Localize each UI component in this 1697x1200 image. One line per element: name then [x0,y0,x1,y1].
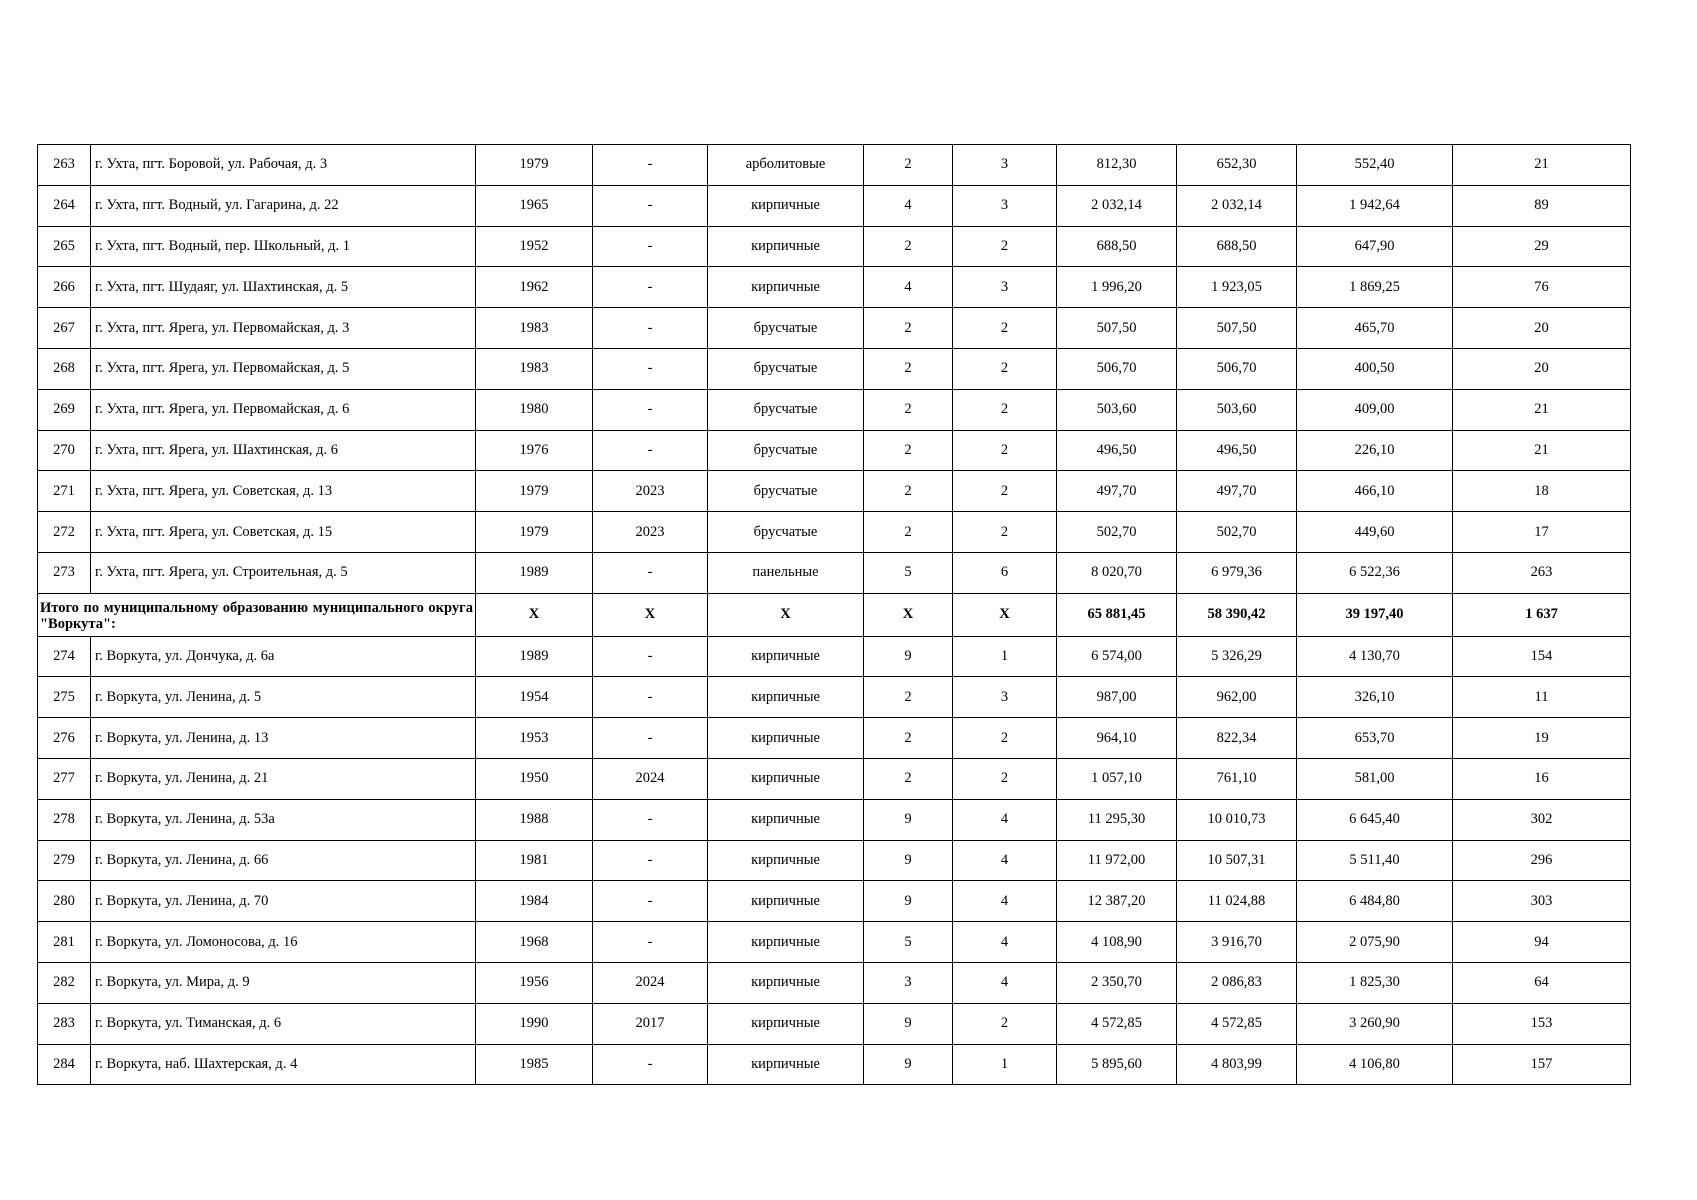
private-area-cell: 400,50 [1297,348,1453,389]
address-cell: г. Ухта, пгт. Ярега, ул. Советская, д. 15 [91,512,476,553]
year-built-cell: 1979 [476,471,593,512]
year-repair-cell: - [593,389,708,430]
private-area-cell: 1 869,25 [1297,267,1453,308]
year-repair-cell: - [593,348,708,389]
year-built-cell: 1979 [476,512,593,553]
floors-cell: 5 [864,922,953,963]
living-area-cell: 2 086,83 [1177,962,1297,1003]
residents-cell: 302 [1453,799,1631,840]
total-area-cell: 503,60 [1057,389,1177,430]
living-area-cell: 503,60 [1177,389,1297,430]
total-area-cell: 1 057,10 [1057,758,1177,799]
total-area-cell: 506,70 [1057,348,1177,389]
private-area-cell: 3 260,90 [1297,1003,1453,1044]
residents-cell: 29 [1453,226,1631,267]
wall-material-cell: панельные [708,552,864,593]
row-number-cell: 271 [38,471,91,512]
address-cell: г. Воркута, ул. Мира, д. 9 [91,962,476,1003]
entrances-cell: 2 [953,512,1057,553]
total-area-cell: 11 972,00 [1057,840,1177,881]
living-area-cell: 1 923,05 [1177,267,1297,308]
table-row [38,922,1631,963]
table-row [38,1003,1631,1044]
floors-cell: 9 [864,881,953,922]
entrances-cell: 2 [953,758,1057,799]
entrances-cell: 2 [953,1003,1057,1044]
wall-material-cell: брусчатые [708,430,864,471]
year-repair-cell: - [593,185,708,226]
year-repair-cell: 2023 [593,512,708,553]
wall-material-cell: кирпичные [708,881,864,922]
wall-material-cell: кирпичные [708,758,864,799]
floors-cell: 2 [864,348,953,389]
address-cell: г. Воркута, ул. Ленина, д. 21 [91,758,476,799]
total-area-cell: 4 572,85 [1057,1003,1177,1044]
wall-material-cell: кирпичные [708,1003,864,1044]
private-area-cell: 653,70 [1297,718,1453,759]
residents-cell: 20 [1453,308,1631,349]
year-repair-cell: 2017 [593,1003,708,1044]
private-area-cell: 226,10 [1297,430,1453,471]
wall-material-cell: кирпичные [708,677,864,718]
total-area-cell: 1 996,20 [1057,267,1177,308]
row-number-cell: 273 [38,552,91,593]
residents-cell: 17 [1453,512,1631,553]
residents-cell: 21 [1453,389,1631,430]
row-number-cell: 283 [38,1003,91,1044]
floors-cell: 2 [864,389,953,430]
table-row [38,636,1631,677]
year-built-cell: 1989 [476,636,593,677]
living-area-cell: 11 024,88 [1177,881,1297,922]
year-repair-cell: - [593,922,708,963]
entrances-cell: 4 [953,799,1057,840]
entrances-cell: 3 [953,677,1057,718]
private-area-cell: 1 825,30 [1297,962,1453,1003]
year-built-cell: 1950 [476,758,593,799]
total-row [38,593,1631,636]
wall-material-cell: брусчатые [708,308,864,349]
table-row [38,552,1631,593]
entrances-cell: 1 [953,1044,1057,1085]
total-area-cell: 12 387,20 [1057,881,1177,922]
address-cell: г. Ухта, пгт. Ярега, ул. Первомайская, д. 6 [91,389,476,430]
entrances-cell: 2 [953,471,1057,512]
address-cell: г. Ухта, пгт. Ярега, ул. Советская, д. 13 [91,471,476,512]
row-number-cell: 276 [38,718,91,759]
row-number-cell: 279 [38,840,91,881]
wall-material-cell: брусчатые [708,348,864,389]
year-repair-cell: - [593,430,708,471]
table-row [38,226,1631,267]
entrances-cell: 1 [953,636,1057,677]
address-cell: г. Ухта, пгт. Ярега, ул. Первомайская, д. 5 [91,348,476,389]
private-area-cell: 2 075,90 [1297,922,1453,963]
residents-cell: 64 [1453,962,1631,1003]
floors-cell: 4 [864,185,953,226]
row-number-cell: 281 [38,922,91,963]
residents-cell: 263 [1453,552,1631,593]
year-built-cell: 1988 [476,799,593,840]
year-repair-cell: - [593,636,708,677]
private-area-cell: 6 522,36 [1297,552,1453,593]
entrances-cell: 2 [953,348,1057,389]
private-area-cell: 4 130,70 [1297,636,1453,677]
floors-cell: 2 [864,226,953,267]
residents-cell: 296 [1453,840,1631,881]
entrances-cell: 4 [953,881,1057,922]
table-row [38,881,1631,922]
row-number-cell: 268 [38,348,91,389]
row-number-cell: 277 [38,758,91,799]
residents-cell: 18 [1453,471,1631,512]
total-area-cell: 2 350,70 [1057,962,1177,1003]
total-area-cell: 987,00 [1057,677,1177,718]
year-built-cell: 1952 [476,226,593,267]
row-number-cell: 269 [38,389,91,430]
living-area-cell: 822,34 [1177,718,1297,759]
total-area-cell: 502,70 [1057,512,1177,553]
total-area-cell: 11 295,30 [1057,799,1177,840]
year-built-cell: 1983 [476,348,593,389]
residents-cell: 303 [1453,881,1631,922]
living-area-cell: 2 032,14 [1177,185,1297,226]
year-repair-cell: - [593,267,708,308]
residents-cell: 16 [1453,758,1631,799]
year-built-cell: 1965 [476,185,593,226]
table-row [38,389,1631,430]
residents-cell: 21 [1453,430,1631,471]
living-area-cell: 497,70 [1177,471,1297,512]
year-repair-cell: - [593,799,708,840]
living-area-cell: 652,30 [1177,145,1297,186]
residents-cell: 1 637 [1453,593,1631,636]
wall-material-cell: брусчатые [708,471,864,512]
residents-cell: 19 [1453,718,1631,759]
total-label: Итого по муниципальному образованию муниципального округа "Воркута": [38,593,476,636]
table-row [38,758,1631,799]
wall-material-cell: кирпичные [708,840,864,881]
row-number-cell: 267 [38,308,91,349]
private-area-cell: 4 106,80 [1297,1044,1453,1085]
entrances-cell: 3 [953,185,1057,226]
address-cell: г. Воркута, ул. Ленина, д. 70 [91,881,476,922]
wall-material-cell: кирпичные [708,922,864,963]
row-number-cell: 263 [38,145,91,186]
year-built-cell: 1981 [476,840,593,881]
table-row [38,471,1631,512]
living-area-cell: 761,10 [1177,758,1297,799]
residents-cell: 20 [1453,348,1631,389]
entrances-cell: 2 [953,718,1057,759]
year-built-cell: 1984 [476,881,593,922]
year-repair-cell: - [593,1044,708,1085]
year-built-cell: 1956 [476,962,593,1003]
year-repair-cell: - [593,145,708,186]
entrances-cell: 4 [953,840,1057,881]
address-cell: г. Воркута, наб. Шахтерская, д. 4 [91,1044,476,1085]
wall-material-cell: брусчатые [708,389,864,430]
private-area-cell: 409,00 [1297,389,1453,430]
table-row [38,677,1631,718]
living-area-cell: 10 507,31 [1177,840,1297,881]
total-area-cell: 497,70 [1057,471,1177,512]
floors-cell: X [864,593,953,636]
row-number-cell: 264 [38,185,91,226]
private-area-cell: 1 942,64 [1297,185,1453,226]
private-area-cell: 326,10 [1297,677,1453,718]
row-number-cell: 275 [38,677,91,718]
private-area-cell: 581,00 [1297,758,1453,799]
wall-material-cell: брусчатые [708,512,864,553]
table-row [38,799,1631,840]
wall-material-cell: кирпичные [708,636,864,677]
address-cell: г. Ухта, пгт. Водный, пер. Школьный, д. 1 [91,226,476,267]
residents-cell: 154 [1453,636,1631,677]
year-repair-cell: - [593,881,708,922]
row-number-cell: 266 [38,267,91,308]
table-row [38,430,1631,471]
address-cell: г. Воркута, ул. Тиманская, д. 6 [91,1003,476,1044]
table-row [38,718,1631,759]
total-area-cell: 812,30 [1057,145,1177,186]
floors-cell: 9 [864,840,953,881]
entrances-cell: 2 [953,430,1057,471]
row-number-cell: 274 [38,636,91,677]
total-area-cell: 8 020,70 [1057,552,1177,593]
wall-material-cell: кирпичные [708,718,864,759]
wall-material-cell: кирпичные [708,962,864,1003]
private-area-cell: 449,60 [1297,512,1453,553]
wall-material-cell: кирпичные [708,1044,864,1085]
living-area-cell: 502,70 [1177,512,1297,553]
year-built-cell: 1954 [476,677,593,718]
floors-cell: 2 [864,677,953,718]
living-area-cell: 496,50 [1177,430,1297,471]
table-row [38,1044,1631,1085]
floors-cell: 2 [864,758,953,799]
year-repair-cell: - [593,718,708,759]
row-number-cell: 270 [38,430,91,471]
living-area-cell: 506,70 [1177,348,1297,389]
total-area-cell: 65 881,45 [1057,593,1177,636]
private-area-cell: 466,10 [1297,471,1453,512]
address-cell: г. Ухта, пгт. Ярега, ул. Первомайская, д. 3 [91,308,476,349]
table-body [38,145,1631,1085]
year-repair-cell: - [593,677,708,718]
living-area-cell: 6 979,36 [1177,552,1297,593]
year-built-cell: 1990 [476,1003,593,1044]
private-area-cell: 6 484,80 [1297,881,1453,922]
floors-cell: 9 [864,1003,953,1044]
living-area-cell: 688,50 [1177,226,1297,267]
total-area-cell: 5 895,60 [1057,1044,1177,1085]
floors-cell: 2 [864,512,953,553]
year-built-cell: 1962 [476,267,593,308]
year-built-cell: 1968 [476,922,593,963]
year-built-cell: 1983 [476,308,593,349]
total-area-cell: 496,50 [1057,430,1177,471]
row-number-cell: 278 [38,799,91,840]
entrances-cell: 3 [953,145,1057,186]
living-area-cell: 962,00 [1177,677,1297,718]
table-row [38,840,1631,881]
private-area-cell: 6 645,40 [1297,799,1453,840]
residents-cell: 76 [1453,267,1631,308]
floors-cell: 5 [864,552,953,593]
address-cell: г. Ухта, пгт. Водный, ул. Гагарина, д. 22 [91,185,476,226]
entrances-cell: 3 [953,267,1057,308]
row-number-cell: 284 [38,1044,91,1085]
housing-register-table [37,144,1631,1085]
year-built-cell: X [476,593,593,636]
year-built-cell: 1989 [476,552,593,593]
year-repair-cell: - [593,840,708,881]
year-repair-cell: - [593,552,708,593]
table-row [38,308,1631,349]
total-area-cell: 688,50 [1057,226,1177,267]
year-built-cell: 1980 [476,389,593,430]
wall-material-cell: арболитовые [708,145,864,186]
table-row [38,348,1631,389]
living-area-cell: 4 572,85 [1177,1003,1297,1044]
year-repair-cell: 2024 [593,962,708,1003]
address-cell: г. Воркута, ул. Дончука, д. 6а [91,636,476,677]
address-cell: г. Воркута, ул. Ленина, д. 53а [91,799,476,840]
floors-cell: 2 [864,308,953,349]
wall-material-cell: X [708,593,864,636]
floors-cell: 3 [864,962,953,1003]
entrances-cell: 6 [953,552,1057,593]
address-cell: г. Воркута, ул. Ленина, д. 5 [91,677,476,718]
row-number-cell: 272 [38,512,91,553]
living-area-cell: 10 010,73 [1177,799,1297,840]
row-number-cell: 265 [38,226,91,267]
address-cell: г. Воркута, ул. Ломоносова, д. 16 [91,922,476,963]
living-area-cell: 3 916,70 [1177,922,1297,963]
address-cell: г. Ухта, пгт. Ярега, ул. Строительная, д. 5 [91,552,476,593]
table-row [38,512,1631,553]
floors-cell: 9 [864,636,953,677]
floors-cell: 9 [864,1044,953,1085]
total-area-cell: 4 108,90 [1057,922,1177,963]
entrances-cell: 4 [953,962,1057,1003]
private-area-cell: 465,70 [1297,308,1453,349]
total-area-cell: 6 574,00 [1057,636,1177,677]
floors-cell: 2 [864,471,953,512]
floors-cell: 2 [864,430,953,471]
floors-cell: 2 [864,145,953,186]
living-area-cell: 507,50 [1177,308,1297,349]
residents-cell: 157 [1453,1044,1631,1085]
entrances-cell: 4 [953,922,1057,963]
entrances-cell: 2 [953,389,1057,430]
residents-cell: 11 [1453,677,1631,718]
year-repair-cell: X [593,593,708,636]
entrances-cell: 2 [953,308,1057,349]
floors-cell: 9 [864,799,953,840]
address-cell: г. Ухта, пгт. Ярега, ул. Шахтинская, д. 6 [91,430,476,471]
table-row [38,145,1631,186]
private-area-cell: 647,90 [1297,226,1453,267]
wall-material-cell: кирпичные [708,185,864,226]
year-built-cell: 1976 [476,430,593,471]
living-area-cell: 58 390,42 [1177,593,1297,636]
total-area-cell: 964,10 [1057,718,1177,759]
row-number-cell: 282 [38,962,91,1003]
residents-cell: 21 [1453,145,1631,186]
entrances-cell: 2 [953,226,1057,267]
floors-cell: 2 [864,718,953,759]
year-repair-cell: 2024 [593,758,708,799]
living-area-cell: 4 803,99 [1177,1044,1297,1085]
table-row [38,185,1631,226]
private-area-cell: 39 197,40 [1297,593,1453,636]
year-built-cell: 1979 [476,145,593,186]
wall-material-cell: кирпичные [708,799,864,840]
total-area-cell: 507,50 [1057,308,1177,349]
year-built-cell: 1953 [476,718,593,759]
total-area-cell: 2 032,14 [1057,185,1177,226]
table-row [38,962,1631,1003]
residents-cell: 153 [1453,1003,1631,1044]
year-repair-cell: 2023 [593,471,708,512]
year-repair-cell: - [593,226,708,267]
address-cell: г. Ухта, пгт. Шудаяг, ул. Шахтинская, д. 5 [91,267,476,308]
floors-cell: 4 [864,267,953,308]
address-cell: г. Ухта, пгт. Боровой, ул. Рабочая, д. 3 [91,145,476,186]
address-cell: г. Воркута, ул. Ленина, д. 13 [91,718,476,759]
entrances-cell: X [953,593,1057,636]
wall-material-cell: кирпичные [708,267,864,308]
year-repair-cell: - [593,308,708,349]
private-area-cell: 552,40 [1297,145,1453,186]
living-area-cell: 5 326,29 [1177,636,1297,677]
residents-cell: 94 [1453,922,1631,963]
table-row [38,267,1631,308]
wall-material-cell: кирпичные [708,226,864,267]
row-number-cell: 280 [38,881,91,922]
year-built-cell: 1985 [476,1044,593,1085]
address-cell: г. Воркута, ул. Ленина, д. 66 [91,840,476,881]
residents-cell: 89 [1453,185,1631,226]
private-area-cell: 5 511,40 [1297,840,1453,881]
